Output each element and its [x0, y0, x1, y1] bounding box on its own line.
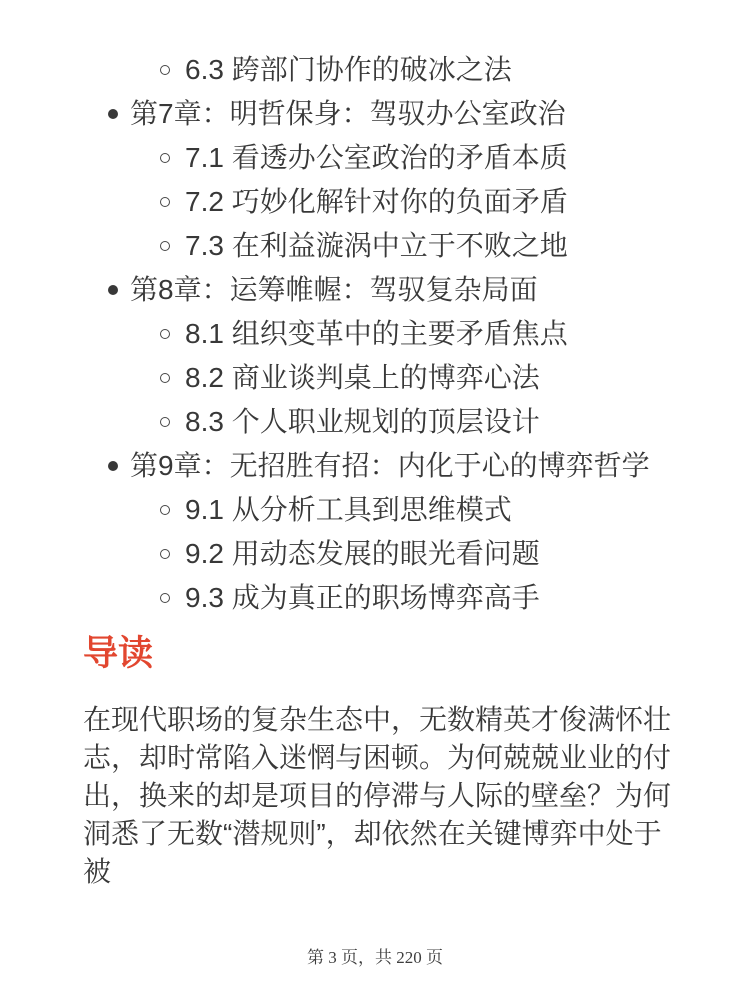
toc-item-label: 8.3 个人职业规划的顶层设计 [185, 406, 540, 437]
toc-chapter-item-8 [0, 275, 750, 305]
toc-item-label: 8.1 组织变革中的主要矛盾焦点 [185, 318, 568, 349]
toc-item-label: 8.2 商业谈判桌上的博弈心法 [185, 362, 540, 393]
circle-bullet-icon [160, 241, 170, 251]
toc-section-item-7-2 [0, 187, 750, 217]
toc-chapter-item-7 [0, 99, 750, 129]
disc-bullet-icon [108, 109, 118, 119]
toc-item-label: 第9章：无招胜有招：内化于心的博弈哲学 [130, 450, 650, 481]
toc-item-label: 7.2 巧妙化解针对你的负面矛盾 [185, 186, 568, 217]
toc-section-item-9-2 [0, 539, 750, 569]
toc-section-item-9-3 [0, 583, 750, 613]
circle-bullet-icon [160, 197, 170, 207]
toc-section-item-8-2 [0, 363, 750, 393]
toc-item-label: 第7章：明哲保身：驾驭办公室政治 [130, 98, 566, 129]
circle-bullet-icon [160, 153, 170, 163]
circle-bullet-icon [160, 417, 170, 427]
toc-item-label: 7.1 看透办公室政治的矛盾本质 [185, 142, 568, 173]
toc-section-item-8-1 [0, 319, 750, 349]
toc-section-item-7-1 [0, 143, 750, 173]
toc-item-label: 7.3 在利益漩涡中立于不败之地 [185, 230, 568, 261]
toc-item-label: 第8章：运筹帷幄：驾驭复杂局面 [130, 274, 538, 305]
toc-item-label: 6.3 跨部门协作的破冰之法 [185, 54, 512, 85]
disc-bullet-icon [108, 285, 118, 295]
disc-bullet-icon [108, 461, 118, 471]
circle-bullet-icon [160, 329, 170, 339]
toc-item-label: 9.2 用动态发展的眼光看问题 [185, 538, 540, 569]
toc-section-item-8-3 [0, 407, 750, 437]
toc-item-label: 9.3 成为真正的职场博弈高手 [185, 582, 540, 613]
toc-section-item-7-3 [0, 231, 750, 261]
intro-heading: 导读 [83, 634, 154, 673]
circle-bullet-icon [160, 373, 170, 383]
toc-chapter-item-9 [0, 451, 750, 481]
circle-bullet-icon [160, 505, 170, 515]
intro-paragraph: 在现代职场的复杂生态中，无数精英才俊满怀壮志，却时常陷入迷惘与困顿。为何兢兢业业的付出，换来的却是项目的停滞与人际的壁垒？为何洞悉了无数“潜规则”，却依然在关键博弈中处于被 [83, 704, 672, 887]
page-number-footer: 第 3 页，共 220 页 [307, 948, 443, 967]
toc-item-label: 9.1 从分析工具到思维模式 [185, 494, 512, 525]
circle-bullet-icon [160, 593, 170, 603]
toc-section-item-9-1 [0, 495, 750, 525]
circle-bullet-icon [160, 65, 170, 75]
circle-bullet-icon [160, 549, 170, 559]
toc-section-item-6-3 [0, 55, 750, 85]
